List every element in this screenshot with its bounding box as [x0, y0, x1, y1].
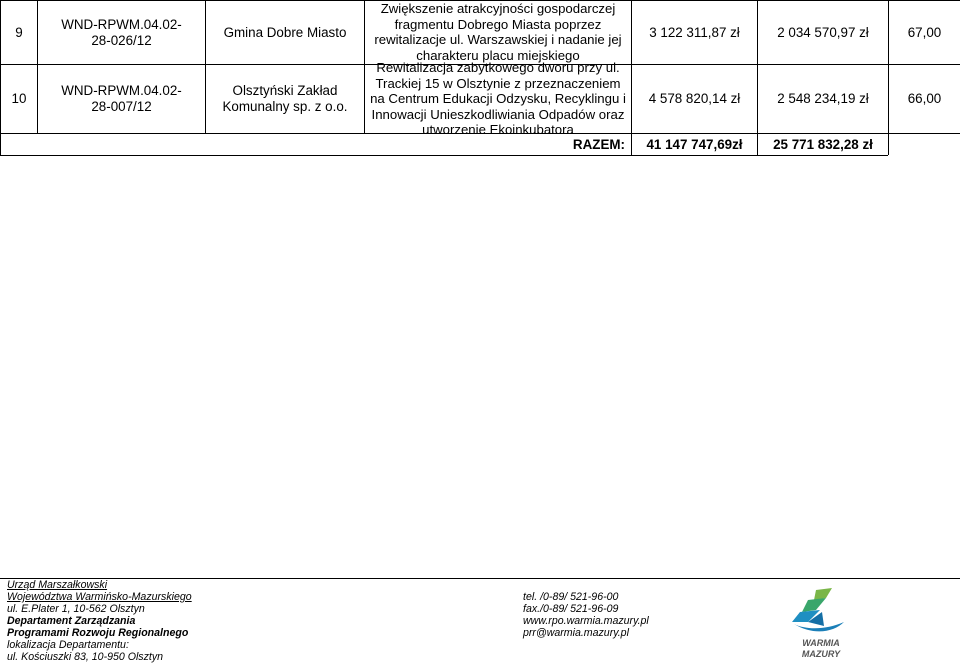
fax-number: fax./0-89/ 521-96-09 — [523, 603, 619, 615]
office-address: ul. E.Plater 1, 10-562 Olsztyn — [7, 603, 145, 615]
logo-text-mazury: MAZURY — [801, 649, 841, 659]
phone-number: tel. /0-89/ 521-96-00 — [523, 591, 619, 603]
summary-bottom-border — [0, 155, 888, 156]
department-location-address: ul. Kościuszki 83, 10-950 Olsztyn — [7, 651, 164, 663]
summary-label: RAZEM: — [572, 136, 625, 152]
beneficiary: Gmina Dobre Miasto — [223, 24, 347, 40]
summary-total-cofinancing: 25 771 832,28 zł — [773, 136, 873, 152]
office-name: Urząd Marszałkowski — [7, 579, 108, 591]
project-value: 4 578 820,14 zł — [648, 91, 741, 106]
email-link[interactable]: prr@warmia.mazury.pl — [523, 627, 629, 639]
application-number: WND-RPWM.04.02-28-007/12 — [61, 83, 182, 114]
footer-rule — [0, 578, 960, 579]
project-title: Rewitalizacja zabytkowego dworu przy ul. Trackiej 15 w Olsztynie z przeznaczeniem na Centrum Edukacji Odzysku, Recyklingu i Innowacji Unieszkodliwiania Odpadów oraz utworzenie Ekoinkubatora — [370, 60, 626, 138]
logo-text-warmia: WARMIA — [802, 638, 840, 648]
points: 67,00 — [907, 24, 942, 40]
project-value: 3 122 311,87 zł — [649, 24, 740, 40]
logo-mark-icon — [792, 588, 844, 631]
application-number: WND-RPWM.04.02-28-026/12 — [61, 16, 182, 48]
website-link[interactable]: www.rpo.warmia.mazury.pl — [523, 615, 649, 627]
department-programme: Programami Rozwoju Regionalnego — [7, 627, 189, 639]
row-number: 9 — [15, 24, 23, 40]
warmia-mazury-logo — [786, 586, 856, 660]
department-name: Departament Zarządzania — [7, 615, 136, 627]
cofinancing-value: 2 034 570,97 zł — [777, 24, 869, 40]
summary-total-value: 41 147 747,69zł — [646, 136, 743, 152]
cofinancing-value: 2 548 234,19 zł — [777, 91, 869, 106]
points: 66,00 — [907, 91, 942, 106]
department-location-label: lokalizacja Departamentu: — [7, 639, 129, 651]
beneficiary: Olsztyński Zakład Komunalny sp. z o.o. — [222, 83, 348, 114]
project-title: Zwiększenie atrakcyjności gospodarczej fragmentu Dobrego Miasta poprzez rewitalizacje ul. Warszawskiej i nadanie jej charakteru placu miejskiego — [374, 1, 622, 63]
office-region: Województwa Warmińsko-Mazurskiego — [7, 591, 192, 603]
row-number: 10 — [11, 91, 27, 106]
results-table — [0, 0, 960, 160]
